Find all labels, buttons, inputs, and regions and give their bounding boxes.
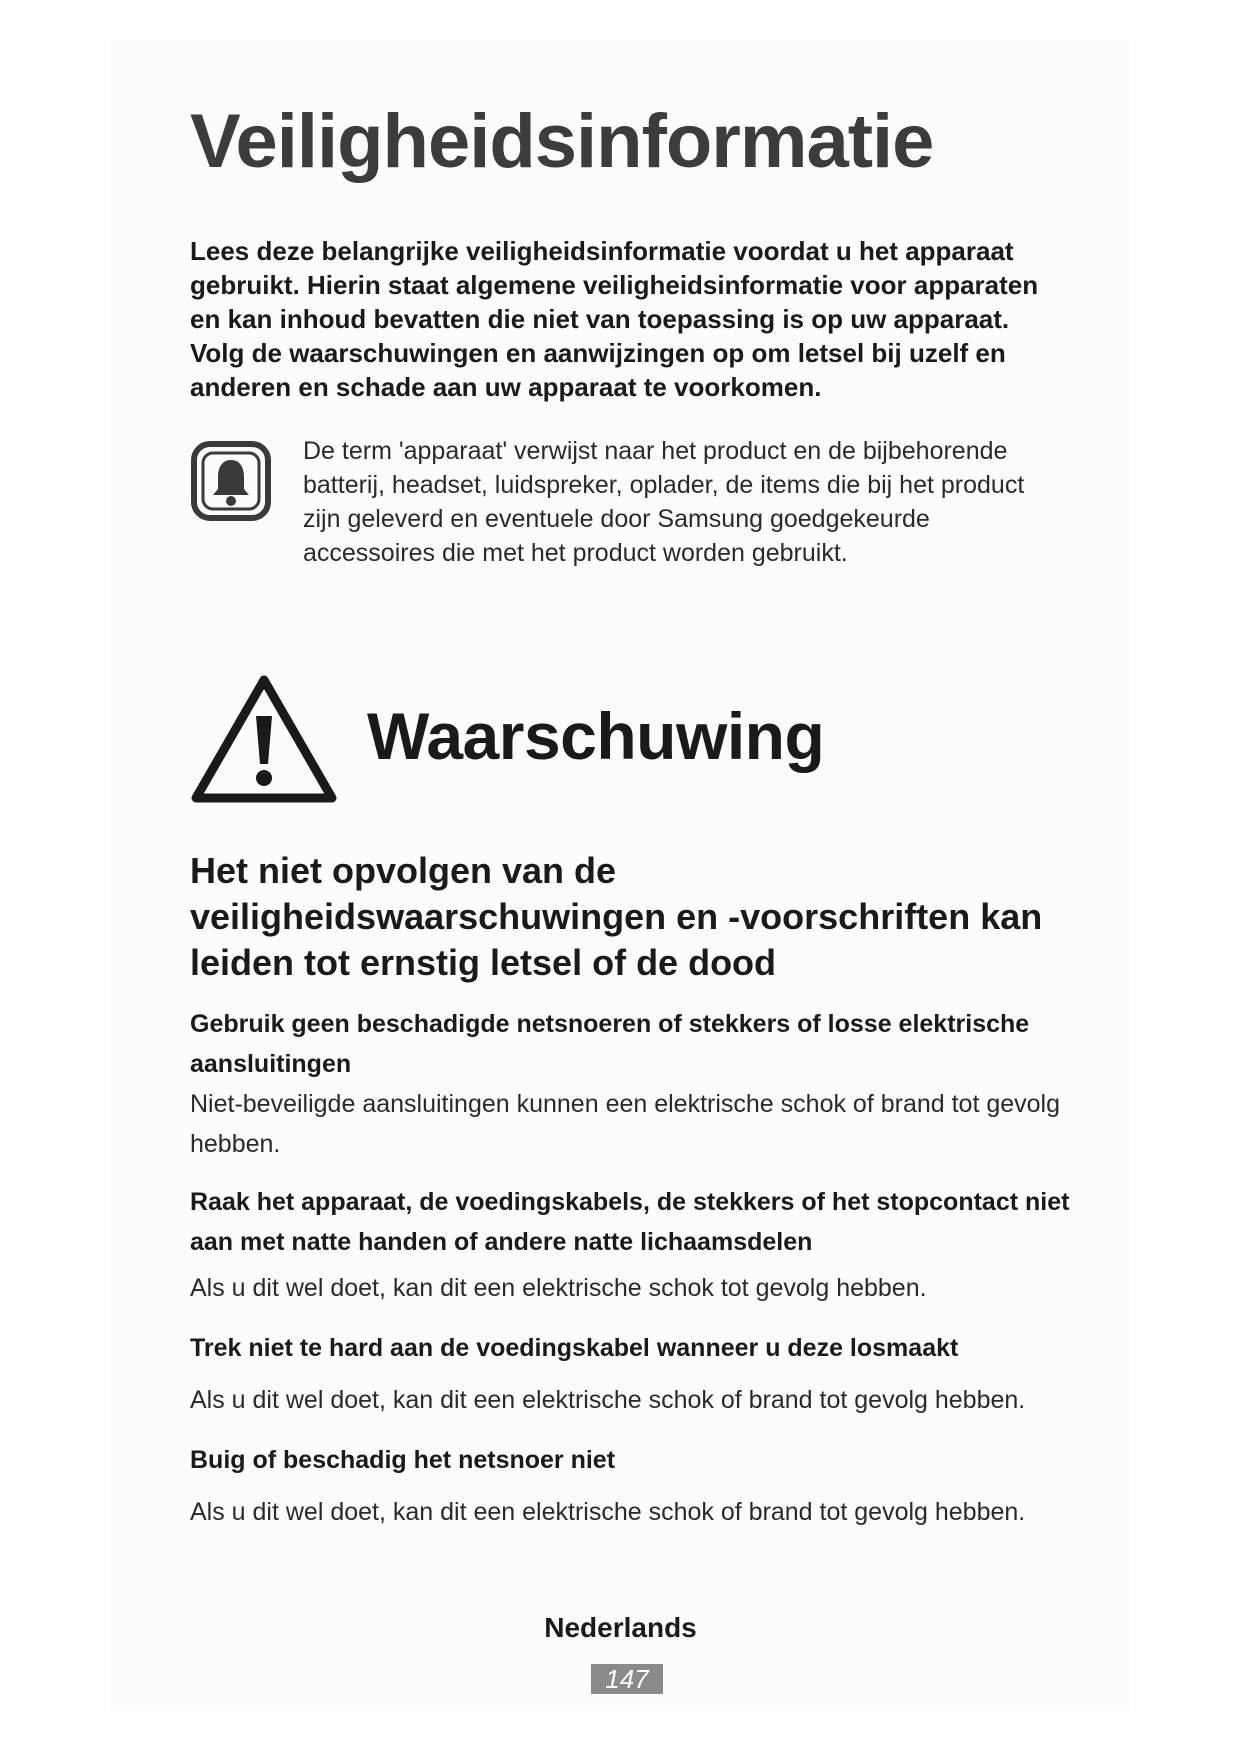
page-number-badge: 147 bbox=[591, 1664, 663, 1694]
warning-heading: Het niet opvolgen van de veiligheidswaarschuwingen en -voorschriften kan leiden tot ernstig letsel of de dood bbox=[190, 850, 1043, 983]
intro-paragraph: Lees deze belangrijke veiligheidsinformatie voordat u het apparaat gebruikt. Hierin staat algemene veiligheidsinformatie voor apparaten en kan inhoud bevatten die niet van toepassing is op uw apparaat. Volg de waarschuwingen en aanwijzingen op om letsel bij uzelf en anderen en schade aan uw apparaat te voorkomen. bbox=[190, 236, 1039, 402]
warning-item-body: Als u dit wel doet, kan dit een elektrische schok of brand tot gevolg hebben. bbox=[190, 1386, 1026, 1414]
footer-language: Nederlands bbox=[544, 1612, 697, 1643]
page-title: Veiligheidsinformatie bbox=[190, 99, 934, 184]
warning-item-body: Niet-beveiligde aansluitingen kunnen een elektrische schok of brand tot gevolg hebben. bbox=[190, 1090, 1061, 1158]
warning-item-body: Als u dit wel doet, kan dit een elektrische schok of brand tot gevolg hebben. bbox=[190, 1498, 1026, 1526]
warning-item-title: Raak het apparaat, de voedingskabels, de stekkers of het stopcontact niet aan met natte handen of andere natte lichaamsdelen bbox=[190, 1188, 1070, 1256]
warning-title: Waarschuwing bbox=[367, 699, 825, 773]
warning-item-title: Buig of beschadig het netsnoer niet bbox=[190, 1446, 616, 1474]
warning-item-title: Trek niet te hard aan de voedingskabel wanneer u deze losmaakt bbox=[190, 1334, 959, 1362]
notice-bell-icon bbox=[190, 440, 272, 522]
warning-triangle-icon bbox=[190, 672, 338, 806]
note-text: De term 'apparaat' verwijst naar het product en de bijbehorende batterij, headset, luidspreker, oplader, de items die bij het product zijn geleverd en eventuele door Samsung goedgekeurde accessoires die met het product worden gebruikt. bbox=[303, 437, 1025, 567]
warning-item-body: Als u dit wel doet, kan dit een elektrische schok tot gevolg hebben. bbox=[190, 1274, 927, 1302]
warning-item-title: Gebruik geen beschadigde netsnoeren of stekkers of losse elektrische aansluitingen bbox=[190, 1010, 1030, 1078]
